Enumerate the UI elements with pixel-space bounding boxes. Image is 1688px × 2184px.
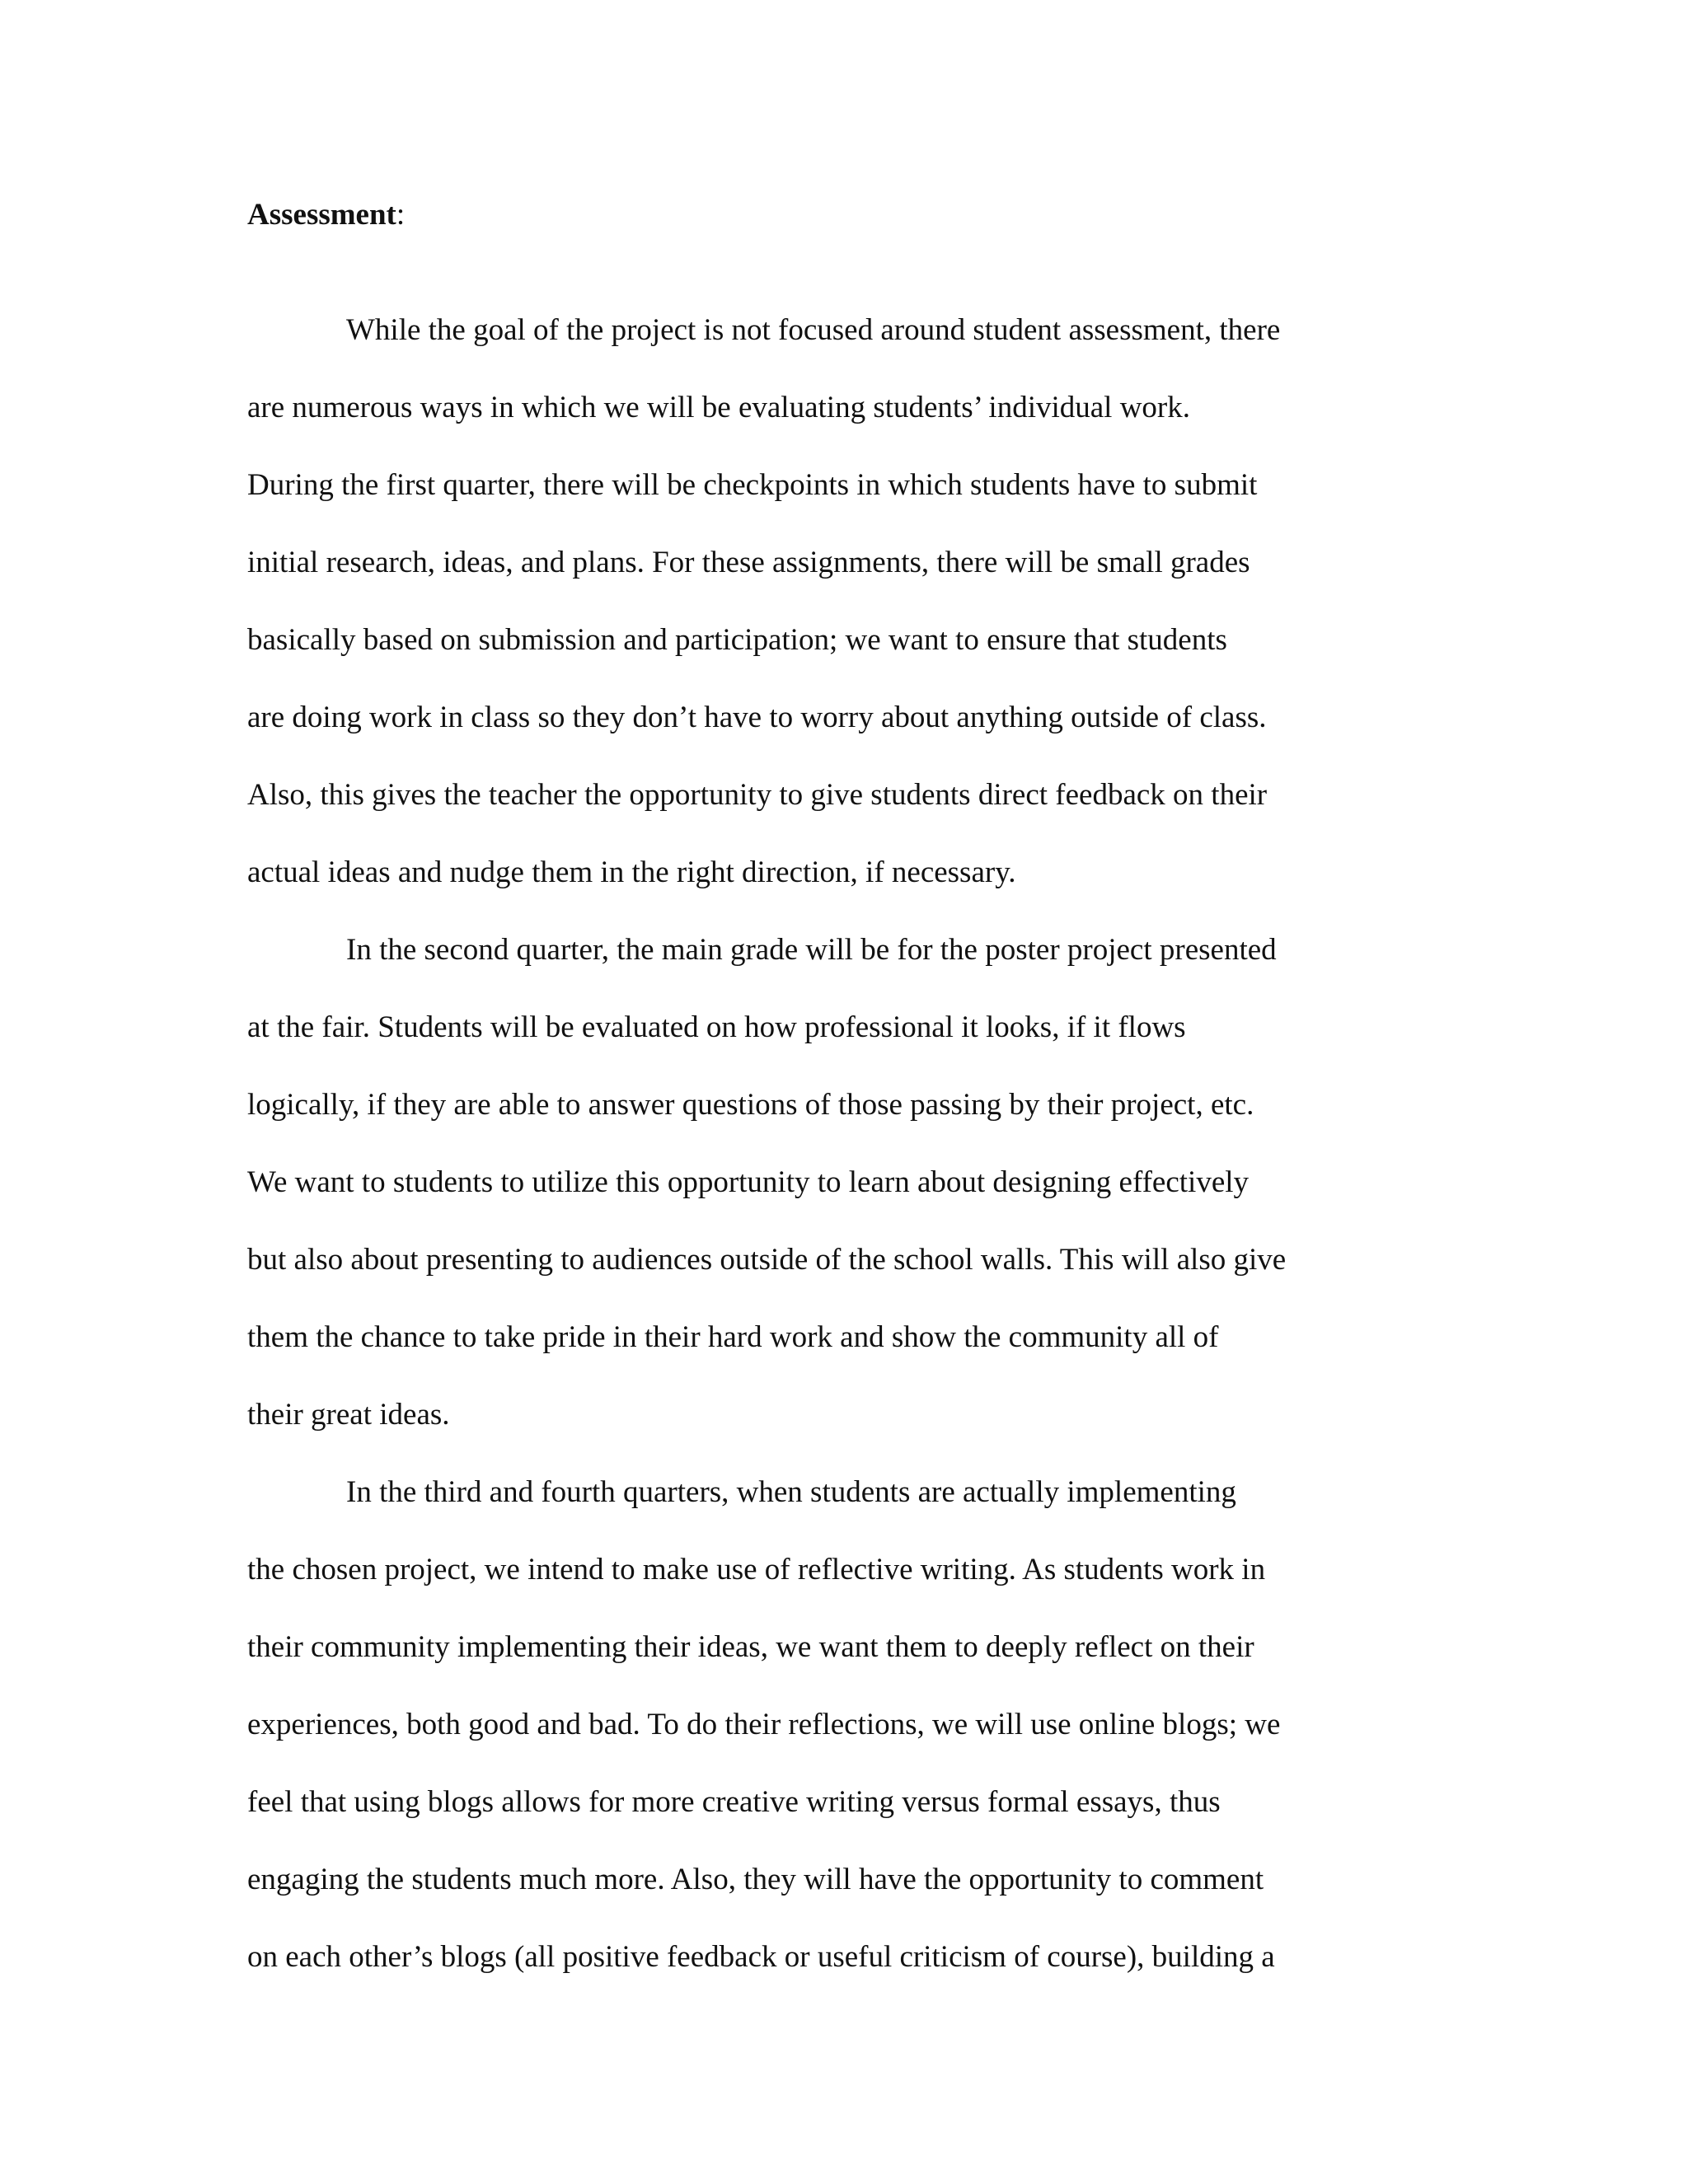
text-line: initial research, ideas, and plans. For these assignments, there will be small grades — [247, 546, 1250, 579]
heading-text: Assessment — [247, 198, 396, 232]
text-line: In the second quarter, the main grade will be for the poster project presented — [346, 933, 1277, 967]
text-line: are numerous ways in which we will be evaluating students’ individual work. — [247, 391, 1191, 424]
section-heading — [247, 191, 405, 239]
text-line: Also, this gives the teacher the opportunity to give students direct feedback on their — [247, 778, 1268, 812]
text-line: experiences, both good and bad. To do their reflections, we will use online blogs; we — [247, 1708, 1281, 1741]
text-line: While the goal of the project is not focused around student assessment, there — [346, 313, 1281, 347]
text-line: logically, if they are able to answer questions of those passing by their project, etc. — [247, 1088, 1254, 1122]
text-line: We want to students to utilize this opportunity to learn about designing effectively — [247, 1165, 1250, 1199]
text-line: engaging the students much more. Also, they will have the opportunity to comment — [247, 1863, 1264, 1896]
text-line: on each other’s blogs (all positive feedback or useful criticism of course), building a — [247, 1940, 1275, 1974]
body-text — [247, 307, 1451, 2011]
text-line: them the chance to take pride in their hard work and show the community all of — [247, 1320, 1219, 1354]
text-line: at the fair. Students will be evaluated on how professional it looks, if it flows — [247, 1010, 1186, 1044]
text-line: are doing work in class so they don’t have to worry about anything outside of class. — [247, 701, 1267, 734]
text-line: basically based on submission and participation; we want to ensure that students — [247, 623, 1227, 657]
text-line: their community implementing their ideas, we want them to deeply reflect on their — [247, 1630, 1254, 1664]
text-line: the chosen project, we intend to make use of reflective writing. As students work in — [247, 1553, 1266, 1586]
text-line: actual ideas and nudge them in the right direction, if necessary. — [247, 855, 1016, 889]
heading-colon: : — [396, 198, 406, 232]
text-line: In the third and fourth quarters, when students are actually implementing — [346, 1475, 1236, 1509]
text-line: During the first quarter, there will be checkpoints in which students have to submit — [247, 468, 1258, 502]
text-line: their great ideas. — [247, 1398, 450, 1432]
text-line: feel that using blogs allows for more creative writing versus formal essays, thus — [247, 1785, 1221, 1819]
text-line: but also about presenting to audiences outside of the school walls. This will also give — [247, 1243, 1287, 1277]
